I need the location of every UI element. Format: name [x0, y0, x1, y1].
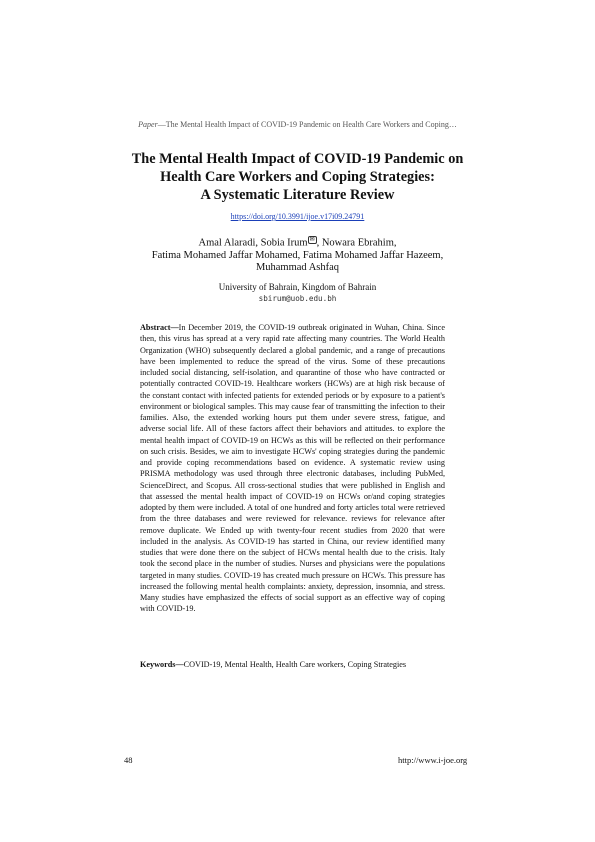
- abstract: [140, 322, 445, 615]
- author-line-1: [80, 236, 515, 250]
- keywords: [140, 659, 445, 670]
- keywords-label: Keywords—: [140, 660, 184, 669]
- author-names-b: , Nowara Ebrahim,: [316, 237, 397, 249]
- title-line-2: Health Care Workers and Coping Strategies:: [160, 169, 435, 185]
- title-line-1: The Mental Health Impact of COVID-19 Pandemic on: [131, 151, 464, 167]
- author-line-3: Muhammad Ashfaq: [255, 261, 340, 273]
- author-email[interactable]: sbirum@uob.edu.bh: [258, 294, 337, 303]
- journal-url[interactable]: http://www.i-joe.org: [398, 755, 468, 765]
- title-line-3: A Systematic Literature Review: [200, 187, 395, 203]
- doi-link[interactable]: https://doi.org/10.3991/ijoe.v17i09.24791: [230, 212, 365, 221]
- abstract-text: In December 2019, the COVID-19 outbreak originated in Wuhan, China. Since then, this virus has spread at a very rapid rate affecting many countries. The World Health Organization (WHO) subsequently declared a global pandemic, and a range of precautions have been implemented to reduce the spread of the virus. Some of these precautions included social distancing, self-isolation, and quarantine of those who have contracted or potentially contracted COVID-19. Healthcare workers (HCWs) are at high risk because of the constant contact with infected patients for extended periods or by exposure to a patient's environment or biological samples. This may cause fear of transmitting the infection to their families. Also, the extended working hours put them under severe stress, fatigue, and adverse social life. All of these factors affect their behaviors and attitudes. to explore the mental health impact of COVID-19 on HCWs as this will be reflected on their performance on such crisis. Besides, we aim to investigate HCWs' coping strategies during the pandemic and provide coping recommendations based on evidence. A systematic review using PRISMA methodology was used through three electronic databases, including PubMed, ScienceDirect, and Scopus. All cross-sectional studies that were published in English and that assessed the mental health impact of COVID-19 on HCWs or/and coping strategies adopted by them were included. A total of one hundred and forty articles total were retrieved from the three databases and were reviewed for relevance. reviews for relevance after remove duplicate. We Ended up with twenty-four recent studies from 2020 that were included in the analysis. As COVID-19 has started in China, our review identified many studies that were done there on the subject of HCWs mental health due to the crisis. Italy took the second place in the number of studies. Nurses and physicians were the populations targeted in many studies. COVID-19 has created much pressure on HCWs. This pressure has increased the following mental health complaints: anxiety, depression, insomnia, and stress. Many studies have emphasized the effects of social support as an effective way of coping with COVID-19.: [140, 323, 445, 614]
- affiliation: University of Bahrain, Kingdom of Bahrain: [218, 282, 377, 292]
- author-line-2: Fatima Mohamed Jaffar Mohamed, Fatima Mohamed Jaffar Hazeem,: [151, 249, 444, 261]
- mail-icon: ✉: [309, 237, 315, 243]
- running-head-label: Paper: [138, 120, 158, 129]
- paper-title: [60, 150, 535, 204]
- abstract-label: Abstract—: [140, 323, 179, 332]
- author-list: [80, 236, 515, 274]
- running-head: [0, 120, 595, 129]
- running-head-text: —The Mental Health Impact of COVID-19 Pandemic on Health Care Workers and Coping…: [157, 120, 457, 129]
- author-names-a: Amal Alaradi, Sobia Irum: [198, 237, 308, 249]
- page-number: 48: [124, 755, 133, 765]
- keywords-text: COVID-19, Mental Health, Health Care workers, Coping Strategies: [183, 660, 407, 669]
